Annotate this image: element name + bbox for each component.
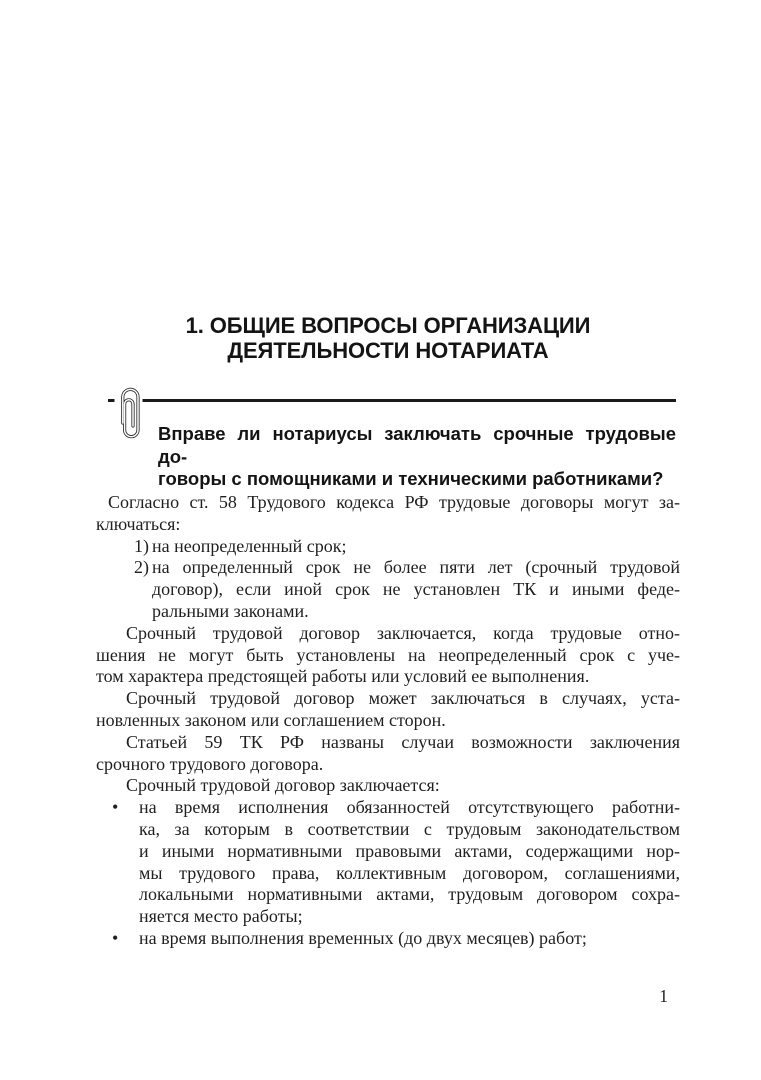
paperclip-icon: [112, 384, 146, 446]
text-line: [96, 536, 680, 558]
line-text: Статьей 59 ТК РФ названы случаи возможности заключения: [126, 731, 680, 752]
text-line: [96, 928, 680, 950]
line-text: шения не могут быть установлены на неопределенный срок с уче-: [96, 644, 680, 665]
line-text: Срочный трудовой договор заключается:: [126, 775, 440, 796]
page-number: 1: [659, 986, 668, 1006]
text-line: [96, 841, 680, 863]
text-line: [96, 797, 680, 819]
line-text: ральными законами.: [152, 600, 309, 621]
text-line: [96, 863, 680, 885]
question-line2: говоры с помощниками и техническими работниками?: [158, 468, 664, 489]
text-line: [96, 906, 680, 928]
line-text: и иными нормативными правовыми актами, содержащими нор-: [139, 840, 680, 861]
text-line: [96, 775, 680, 797]
text-line: [96, 579, 680, 601]
bullet-marker: •: [112, 927, 119, 948]
line-text: ка, за которым в соответствии с трудовым законодательством: [139, 818, 680, 839]
chapter-title-line1: 1. ОБЩИЕ ВОПРОСЫ ОРГАНИЗАЦИИ: [185, 313, 591, 338]
question-line1: Вправе ли нотариусы заключать срочные трудовые до-: [158, 423, 676, 467]
text-line: [96, 819, 680, 841]
line-text: на неопределенный срок;: [152, 535, 347, 556]
text-line: [96, 710, 680, 732]
line-text: Срочный трудовой договор может заключаться в случаях, уста-: [126, 688, 680, 709]
line-text: на определенный срок не более пяти лет (срочный трудовой: [152, 557, 680, 578]
line-text: мы трудового права, коллективным договором, соглашениями,: [139, 862, 680, 883]
line-text: договор), если иной срок не установлен ТК и иными феде-: [152, 579, 680, 600]
number-marker: 2): [134, 557, 149, 578]
line-text: срочного трудового договора.: [96, 753, 324, 774]
line-text: няется место работы;: [139, 906, 303, 927]
text-line: [96, 514, 680, 536]
text-line: [96, 645, 680, 667]
chapter-title-line2: ДЕЯТЕЛЬНОСТИ НОТАРИАТА: [227, 338, 549, 363]
section-divider-rule: [108, 399, 676, 402]
text-line: [96, 732, 680, 754]
number-marker: 1): [134, 535, 149, 556]
answer-body-text: [96, 492, 680, 950]
line-text: на время выполнения временных (до двух месяцев) работ;: [139, 927, 587, 948]
bullet-marker: •: [112, 797, 119, 818]
text-line: [96, 666, 680, 688]
line-text: Согласно ст. 58 Трудового кодекса РФ трудовые договоры могут за-: [108, 492, 680, 512]
text-line: [96, 601, 680, 623]
line-text: том характера предстоящей работы или условий ее выполнения.: [96, 666, 590, 687]
question-heading: [158, 423, 676, 491]
text-line: [96, 754, 680, 776]
text-line: [96, 688, 680, 710]
chapter-title: [96, 313, 680, 363]
line-text: локальными нормативными актами, трудовым договором сохра-: [139, 884, 680, 905]
line-text: на время исполнения обязанностей отсутствующего работни-: [139, 797, 680, 818]
line-text: ключаться:: [96, 513, 181, 534]
text-line: [96, 884, 680, 906]
line-text: Срочный трудовой договор заключается, когда трудовые отно-: [126, 622, 680, 643]
text-line: [96, 557, 680, 579]
line-text: новленных законом или соглашением сторон.: [96, 709, 446, 730]
text-line: [96, 492, 680, 514]
text-line: [96, 623, 680, 645]
